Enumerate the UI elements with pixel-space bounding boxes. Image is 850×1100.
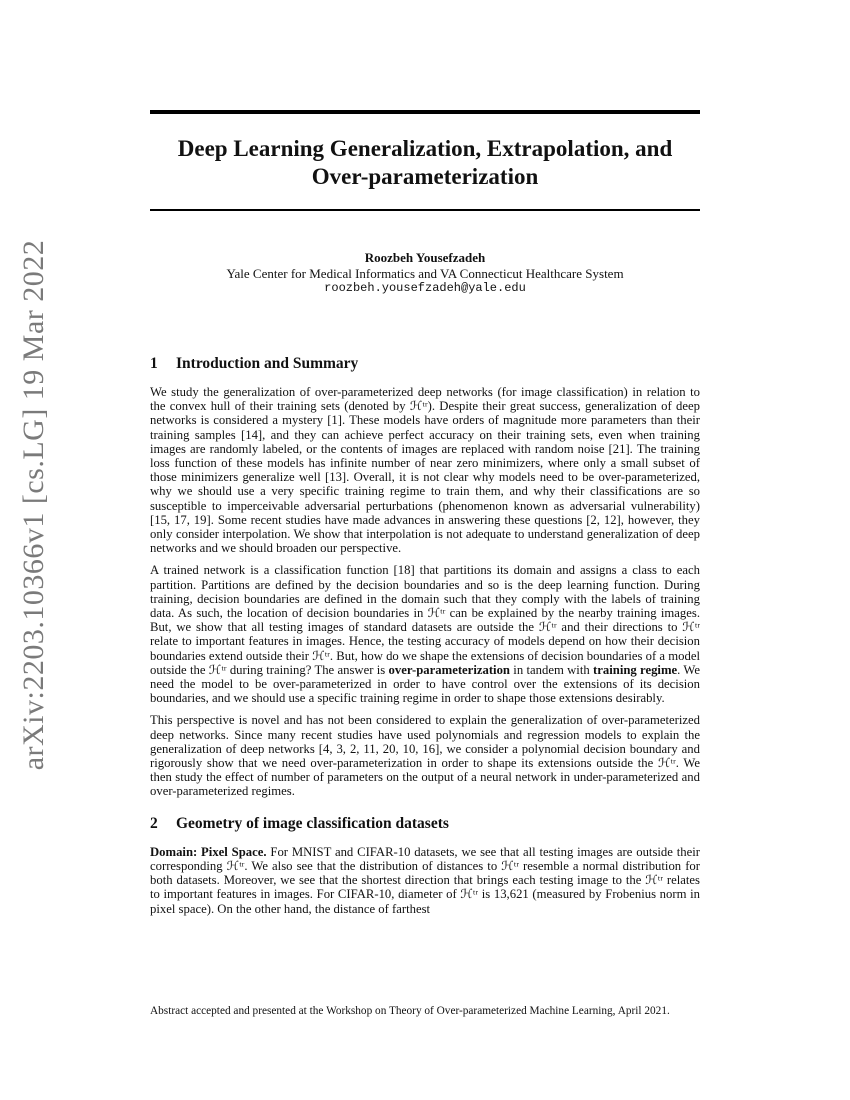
section-number: 2 [150, 814, 158, 832]
section-title: Introduction and Summary [176, 355, 359, 372]
arxiv-id-text: arXiv:2203.10366v1 [cs.LG] 19 Mar 2022 [17, 239, 50, 771]
author-affiliation: Yale Center for Medical Informatics and VA Connecticut Healthcare System [226, 265, 624, 281]
paper-body [150, 355, 700, 924]
geometry-paragraph-1 [150, 845, 700, 916]
intro-paragraph-3: This perspective is novel and has not been considered to explain the generalization of over-parameterized deep networks. Since many recent studies have used polynomials and regression models to explain the generalization of deep networks [4, 3, 2, 11, 20, 10, 16], we consider a polynomial decision boundary and rigorously show that we need over-parameterization in order to shape its extensions outside the ℋᵗʳ. We then study the effect of number of parameters on the output of a neural network in under-parameterized and over-parameterized regimes. [150, 713, 700, 799]
section-number: 1 [150, 355, 158, 372]
paragraph-text: For MNIST and CIFAR-10 datasets, we see that all testing images are outside their corresponding ℋᵗʳ. We also see that the distribution of distances to ℋᵗʳ resemble a normal distribution for both datasets. Moreover, we see that the shortest direction that brings each testing image to the ℋᵗʳ relates to important features in images. For CIFAR-10, diameter of ℋᵗʳ is 13,621 (measured by Frobenius norm in pixel space). On the other hand, the distance of farthest [150, 844, 700, 916]
section-heading-2 [150, 815, 700, 833]
intro-paragraph-2 [150, 563, 700, 705]
bold-term: over-parameterization [388, 662, 510, 677]
bold-term: training regime [593, 662, 678, 677]
author-email: roozbeh.yousefzadeh@yale.edu [324, 281, 526, 295]
intro-paragraph-1: We study the generalization of over-parameterized deep networks (for image classification) in relation to the convex hull of their training sets (denoted by ℋᵗʳ). Despite their great success, generalization of deep networks is considered a mystery [1]. These models have orders of magnitude more parameters than their training samples [14], and they can achieve perfect accuracy on their training sets, even when training images are randomly labeled, or the contents of images are replaced with random noise [21]. The training loss function of these models has infinite number of near zero minimizers, where only a small subset of those minimizers generalize well [13]. Overall, it is not clear why models need to be over-parameterized, why we should use a very specific training regime to train them, and why their classifications are so susceptible to imperceivable adversarial perturbations (phenomenon known as adversarial vulnerability) [15, 17, 19]. Some recent studies have made advances in answering these questions [2, 12], however, they only consider interpolation. We show that interpolation is not adequate to understand generalization of deep networks and we should broaden our perspective. [150, 385, 700, 556]
paragraph-lead: Domain: Pixel Space. [150, 844, 267, 859]
section-title: Geometry of image classification datasets [176, 814, 449, 832]
section-heading-1 [150, 355, 700, 373]
paragraph-text: . We need the model to be over-parameterized in order to have control over the extensions of its decision boundaries, and we should use a specific training regime in order to shape those extensions desirably. [150, 662, 701, 706]
title-bottom-rule [150, 209, 700, 211]
title-top-rule [150, 110, 700, 114]
paragraph-text: in tandem with [513, 662, 590, 677]
paper-title: Deep Learning Generalization, Extrapolation, and Over-parameterization [177, 136, 673, 189]
author-name: Roozbeh Yousefzadeh [364, 250, 486, 265]
footnote: Abstract accepted and presented at the Workshop on Theory of Over-parameterized Machine Learning, April 2021. [150, 1005, 670, 1017]
paragraph-text: A trained network is a classification function [18] that partitions its domain and assigns a class to each partition. Partitions are defined by the decision boundaries and so is the deep learning function. During training, decision boundaries are defined in the domain such that they comply with the labels of training data. As such, the location of decision boundaries in ℋᵗʳ can be explained by the nearby training images. But, we show that all testing images of standard datasets are outside the ℋᵗʳ and their directions to ℋᵗʳ relate to important features in images. Hence, the testing accuracy of models depend on how their decision boundaries extend outside their ℋᵗʳ. But, how do we shape the extensions of decision boundaries of a model outside the ℋᵗʳ during training? The answer is [150, 563, 700, 677]
arxiv-sidebar-stamp [14, 239, 54, 771]
author-block [150, 250, 700, 297]
